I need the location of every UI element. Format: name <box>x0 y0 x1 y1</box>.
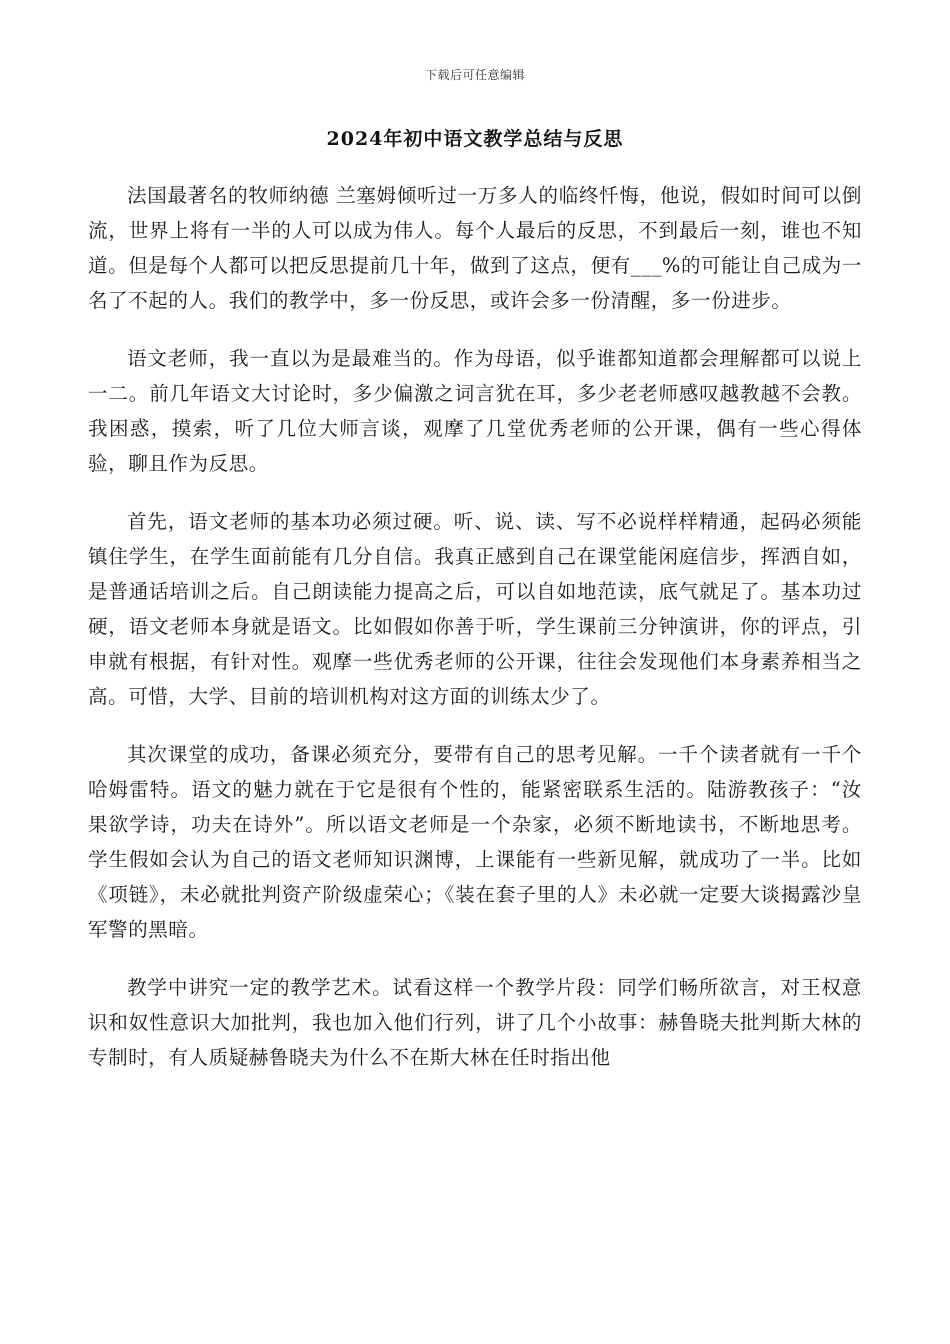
page-header-note: 下载后可任意编辑 <box>424 68 525 82</box>
paragraph-5: 教学中讲究一定的教学艺术。试看这样一个教学片段：同学们畅所欲言，对王权意识和奴性意识大加批判，我也加入他们行列，讲了几个小故事：赫鲁晓夫批判斯大林的专制时，有人质疑赫鲁晓夫为什么不在斯大林在任时指出他 <box>88 976 862 1069</box>
paragraph-3: 首先，语文老师的基本功必须过硬。听、说、读、写不必说样样精通，起码必须能镇住学生，在学生面前能有几分自信。我真正感到自己在课堂能闲庭信步，挥洒自如，是普通话培训之后。自己朗读能力提高之后，可以自如地范读，底气就足了。基本功过硬，语文老师本身就是语文。比如假如你善于听，学生课前三分钟演讲，你的评点，引申就有根据，有针对性。观摩一些优秀老师的公开课，往往会发现他们本身素养相当之高。可惜，大学、目前的培训机构对这方面的训练太少了。 <box>88 510 862 708</box>
document-title: 2024年初中语文教学总结与反思 <box>326 128 624 150</box>
document-body <box>88 178 862 1098</box>
paragraph-2: 语文老师，我一直以为是最难当的。作为母语，似乎谁都知道都会理解都可以说上一二。前几年语文大讨论时，多少偏激之词言犹在耳，多少老老师感叹越教越不会教。我困惑，摸索，听了几位大师言谈，观摩了几堂优秀老师的公开课，偶有一些心得体验，聊且作为反思。 <box>88 347 862 475</box>
paragraph-4: 其次课堂的成功，备课必须充分，要带有自己的思考见解。一千个读者就有一千个哈姆雷特。语文的魅力就在于它是很有个性的，能紧密联系生活的。陆游教孩子：“汝果欲学诗，功夫在诗外”。所以语文老师是一个杂家，必须不断地读书，不断地思考。学生假如会认为自己的语文老师知识渊博，上课能有一些新见解，就成功了一半。比如《项链》，未必就批判资产阶级虚荣心；《装在套子里的人》未必就一定要大谈揭露沙皇军警的黑暗。 <box>88 743 862 941</box>
paragraph-1: 法国最著名的牧师纳德 兰塞姆倾听过一万多人的临终忏悔，他说，假如时间可以倒流，世界上将有一半的人可以成为伟人。每个人最后的反思，不到最后一刻，谁也不知道。但是每个人都可以把反思提前几十年，做到了这点，便有___%的可能让自己成为一名了不起的人。我们的教学中，多一份反思，或许会多一份清醒，多一份进步。 <box>88 184 862 312</box>
